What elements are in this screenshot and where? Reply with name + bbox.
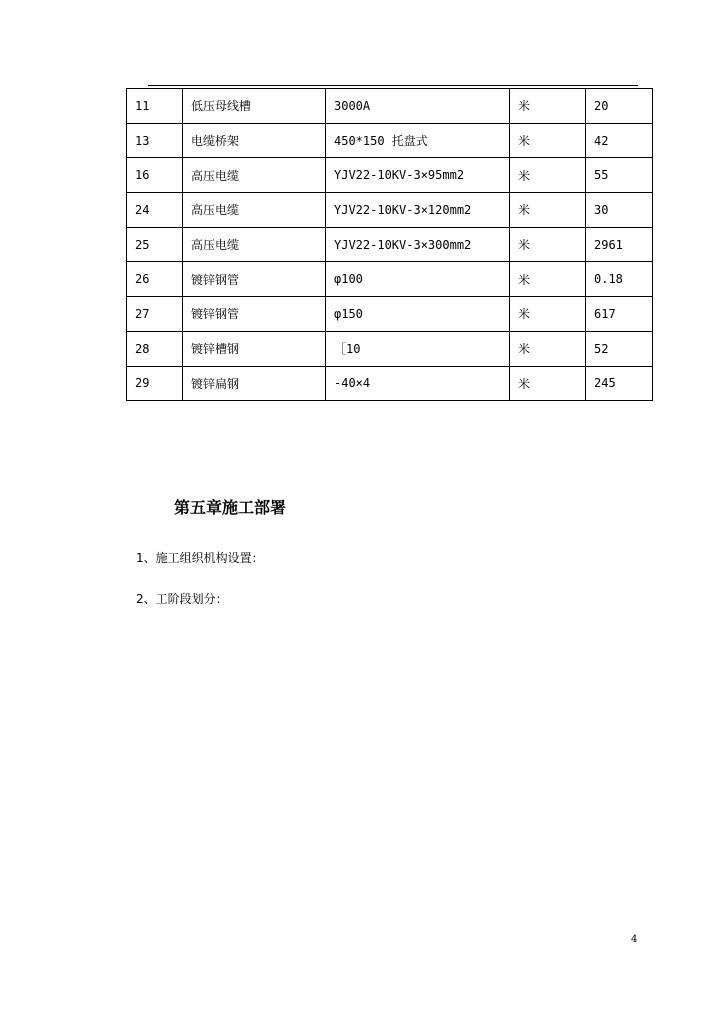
cell-unit: 米 (510, 89, 586, 124)
cell-quantity: 52 (586, 331, 653, 366)
cell-number: 26 (127, 262, 183, 297)
cell-number: 27 (127, 297, 183, 332)
cell-quantity: 245 (586, 366, 653, 401)
cell-number: 28 (127, 331, 183, 366)
cell-unit: 米 (510, 262, 586, 297)
cell-unit: 米 (510, 366, 586, 401)
cell-specification: YJV22-10KV-3×300mm2 (326, 227, 510, 262)
cell-specification: 450*150 托盘式 (326, 123, 510, 158)
paragraph-stage-division: 2、工阶段划分： (136, 592, 228, 606)
cell-specification: -40×4 (326, 366, 510, 401)
cell-number: 25 (127, 227, 183, 262)
table-row (127, 158, 653, 193)
paragraph-organization: 1、施工组织机构设置： (136, 551, 264, 565)
cell-item-name: 低压母线槽 (183, 89, 326, 124)
table-row (127, 123, 653, 158)
cell-item-name: 高压电缆 (183, 227, 326, 262)
table-row (127, 262, 653, 297)
table-row (127, 89, 653, 124)
cell-item-name: 镀锌钢管 (183, 297, 326, 332)
cell-unit: 米 (510, 227, 586, 262)
cell-item-name: 镀锌钢管 (183, 262, 326, 297)
cell-item-name: 镀锌扁钢 (183, 366, 326, 401)
cell-item-name: 高压电缆 (183, 158, 326, 193)
cell-quantity: 2961 (586, 227, 653, 262)
cell-number: 29 (127, 366, 183, 401)
table-row (127, 193, 653, 228)
cell-specification: φ150 (326, 297, 510, 332)
cell-unit: 米 (510, 297, 586, 332)
cell-number: 11 (127, 89, 183, 124)
page-number: 4 (631, 934, 638, 945)
table-row (127, 227, 653, 262)
cell-quantity: 42 (586, 123, 653, 158)
materials-table-body (127, 89, 653, 401)
cell-quantity: 30 (586, 193, 653, 228)
table-row (127, 297, 653, 332)
cell-unit: 米 (510, 331, 586, 366)
cell-specification: φ100 (326, 262, 510, 297)
cell-number: 16 (127, 158, 183, 193)
cell-quantity: 617 (586, 297, 653, 332)
header-rule (148, 85, 638, 86)
cell-number: 24 (127, 193, 183, 228)
cell-quantity: 0.18 (586, 262, 653, 297)
cell-specification: 3000A (326, 89, 510, 124)
cell-item-name: 镀锌槽钢 (183, 331, 326, 366)
cell-specification: ［10 (326, 331, 510, 366)
cell-item-name: 电缆桥架 (183, 123, 326, 158)
cell-quantity: 55 (586, 158, 653, 193)
cell-unit: 米 (510, 193, 586, 228)
table-row (127, 331, 653, 366)
table-row (127, 366, 653, 401)
cell-specification: YJV22-10KV-3×120mm2 (326, 193, 510, 228)
chapter-title: 第五章施工部署 (174, 498, 287, 517)
cell-quantity: 20 (586, 89, 653, 124)
cell-specification: YJV22-10KV-3×95mm2 (326, 158, 510, 193)
cell-number: 13 (127, 123, 183, 158)
cell-unit: 米 (510, 123, 586, 158)
cell-unit: 米 (510, 158, 586, 193)
cell-item-name: 高压电缆 (183, 193, 326, 228)
materials-table (126, 88, 653, 401)
